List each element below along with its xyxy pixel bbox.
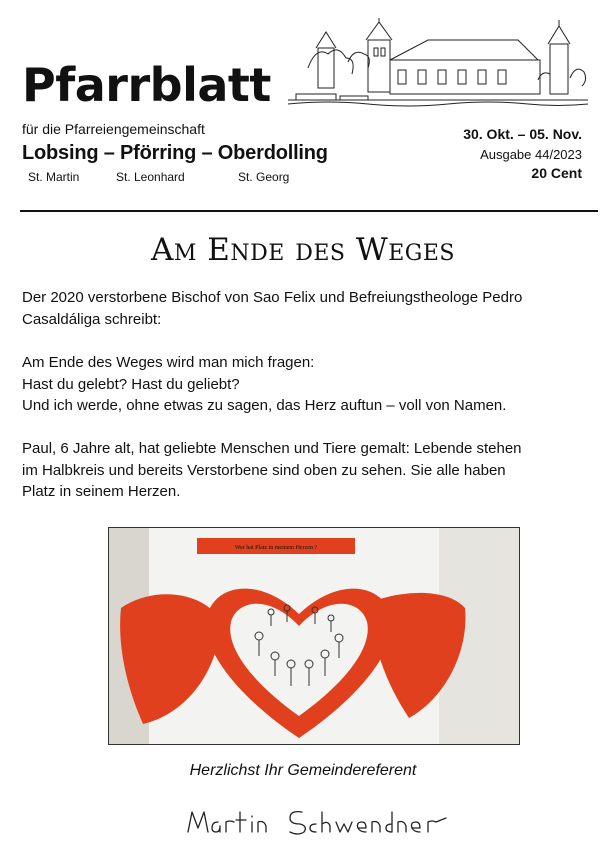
intro-line: Casaldáliga schreibt: (22, 310, 162, 328)
patron-st-georg: St. Georg (238, 170, 290, 184)
intro-paragraph (22, 287, 592, 330)
issue-date: 30. Okt. – 05. Nov. (463, 126, 582, 142)
story-line: Paul, 6 Jahre alt, hat geliebte Menschen und Tiere gemalt: Lebende stehen (22, 440, 522, 457)
issue-price: 20 Cent (531, 165, 582, 181)
heart-drawing-image (109, 528, 520, 745)
patron-st-martin: St. Martin (28, 170, 80, 184)
story-paragraph (22, 438, 592, 503)
signature (184, 800, 454, 840)
parish-names: Lobsing – Pförring – Oberdolling (22, 142, 328, 164)
header-rule (20, 210, 598, 212)
masthead-title: Pfarrblatt (22, 58, 271, 112)
story-line: Platz in seinem Herzen. (22, 483, 181, 500)
issue-number: Ausgabe 44/2023 (480, 147, 582, 162)
photo-label: Wer hat Platz in meinem Herzen ? (234, 545, 318, 551)
patron-st-leonhard: St. Leonhard (116, 170, 185, 184)
heart-drawing-photo (108, 527, 520, 745)
quote-paragraph (22, 352, 592, 417)
quote-line: Hast du gelebt? Hast du geliebt? (22, 375, 240, 393)
masthead-subtitle: für die Pfarreiengemeinschaft (22, 121, 205, 137)
story-line: im Halbkreis und bereits Verstorbene sind oben zu sehen. Sie alle haben (22, 461, 506, 479)
quote-line: Und ich werde, ohne etwas zu sagen, das Herz auftun – voll von Namen. (22, 397, 507, 414)
closing-line: Herzlichst Ihr Gemeindereferent (189, 762, 417, 779)
church-illustration (288, 18, 588, 110)
article-heading: Am Ende des Weges (151, 232, 455, 268)
quote-line: Am Ende des Weges wird man mich fragen: (22, 354, 315, 371)
intro-line: Der 2020 verstorbene Bischof von Sao Felix und Befreiungstheologe Pedro (22, 289, 523, 306)
